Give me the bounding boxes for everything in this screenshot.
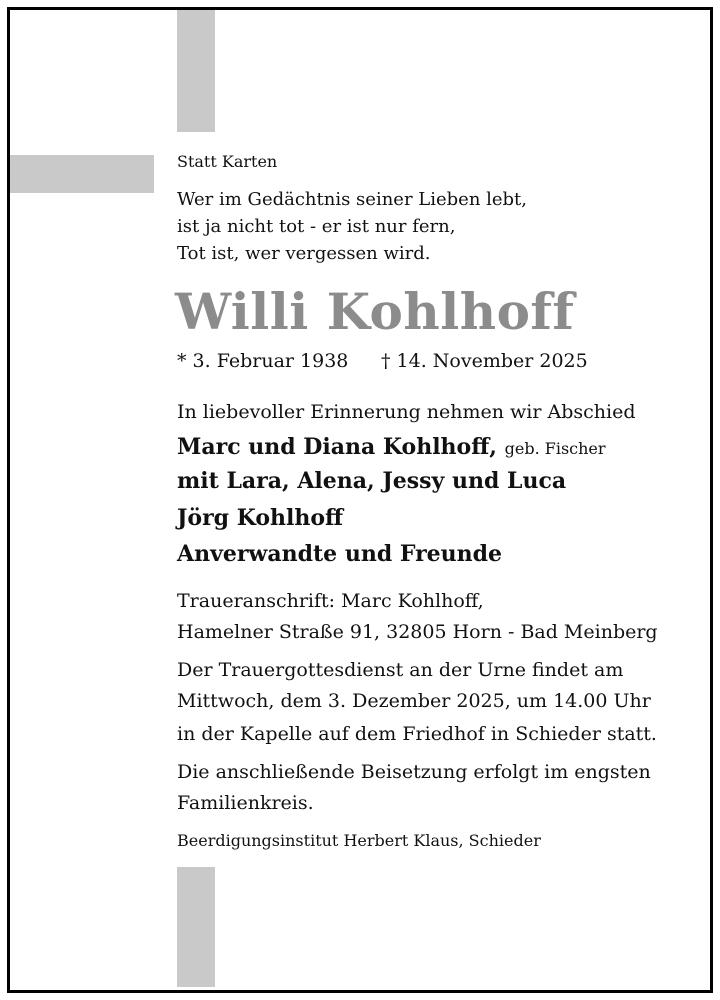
mourner-line: Anverwandte und Freunde bbox=[177, 541, 503, 567]
cross-top-beam bbox=[177, 10, 215, 132]
mourner-line: Jörg Kohlhoff bbox=[177, 505, 344, 531]
cross-cross-beam bbox=[10, 155, 154, 193]
maiden-name-note: geb. Fischer bbox=[504, 439, 606, 458]
deceased-name: Willi Kohlhoff bbox=[175, 282, 575, 341]
service-line: Der Trauergottesdienst an der Urne findet am bbox=[177, 659, 624, 681]
verse-line: Tot ist, wer vergessen wird. bbox=[177, 243, 431, 264]
farewell-intro: In liebevoller Erinnerung nehmen wir Abschied bbox=[177, 401, 636, 423]
service-line: Mittwoch, dem 3. Dezember 2025, um 14.00 Uhr bbox=[177, 690, 651, 712]
burial-line: Familienkreis. bbox=[177, 792, 314, 814]
mourner-line bbox=[177, 434, 606, 460]
birth-date: * 3. Februar 1938 bbox=[177, 350, 349, 372]
statt-karten: Statt Karten bbox=[177, 152, 278, 171]
service-line: in der Kapelle auf dem Friedhof in Schieder statt. bbox=[177, 723, 657, 745]
address-line: Hamelner Straße 91, 32805 Horn - Bad Meinberg bbox=[177, 621, 658, 643]
undertaker: Beerdigungsinstitut Herbert Klaus, Schieder bbox=[177, 831, 541, 850]
cross-bottom-beam bbox=[177, 867, 215, 987]
burial-line: Die anschließende Beisetzung erfolgt im engsten bbox=[177, 761, 651, 783]
address-line: Traueranschrift: Marc Kohlhoff, bbox=[177, 590, 484, 612]
mourner-line: mit Lara, Alena, Jessy und Luca bbox=[177, 468, 567, 494]
mourner-names: Marc und Diana Kohlhoff, bbox=[177, 434, 497, 460]
verse-line: Wer im Gedächtnis seiner Lieben lebt, bbox=[177, 189, 528, 210]
verse-line: ist ja nicht tot - er ist nur fern, bbox=[177, 216, 456, 237]
death-date: † 14. November 2025 bbox=[381, 350, 588, 372]
